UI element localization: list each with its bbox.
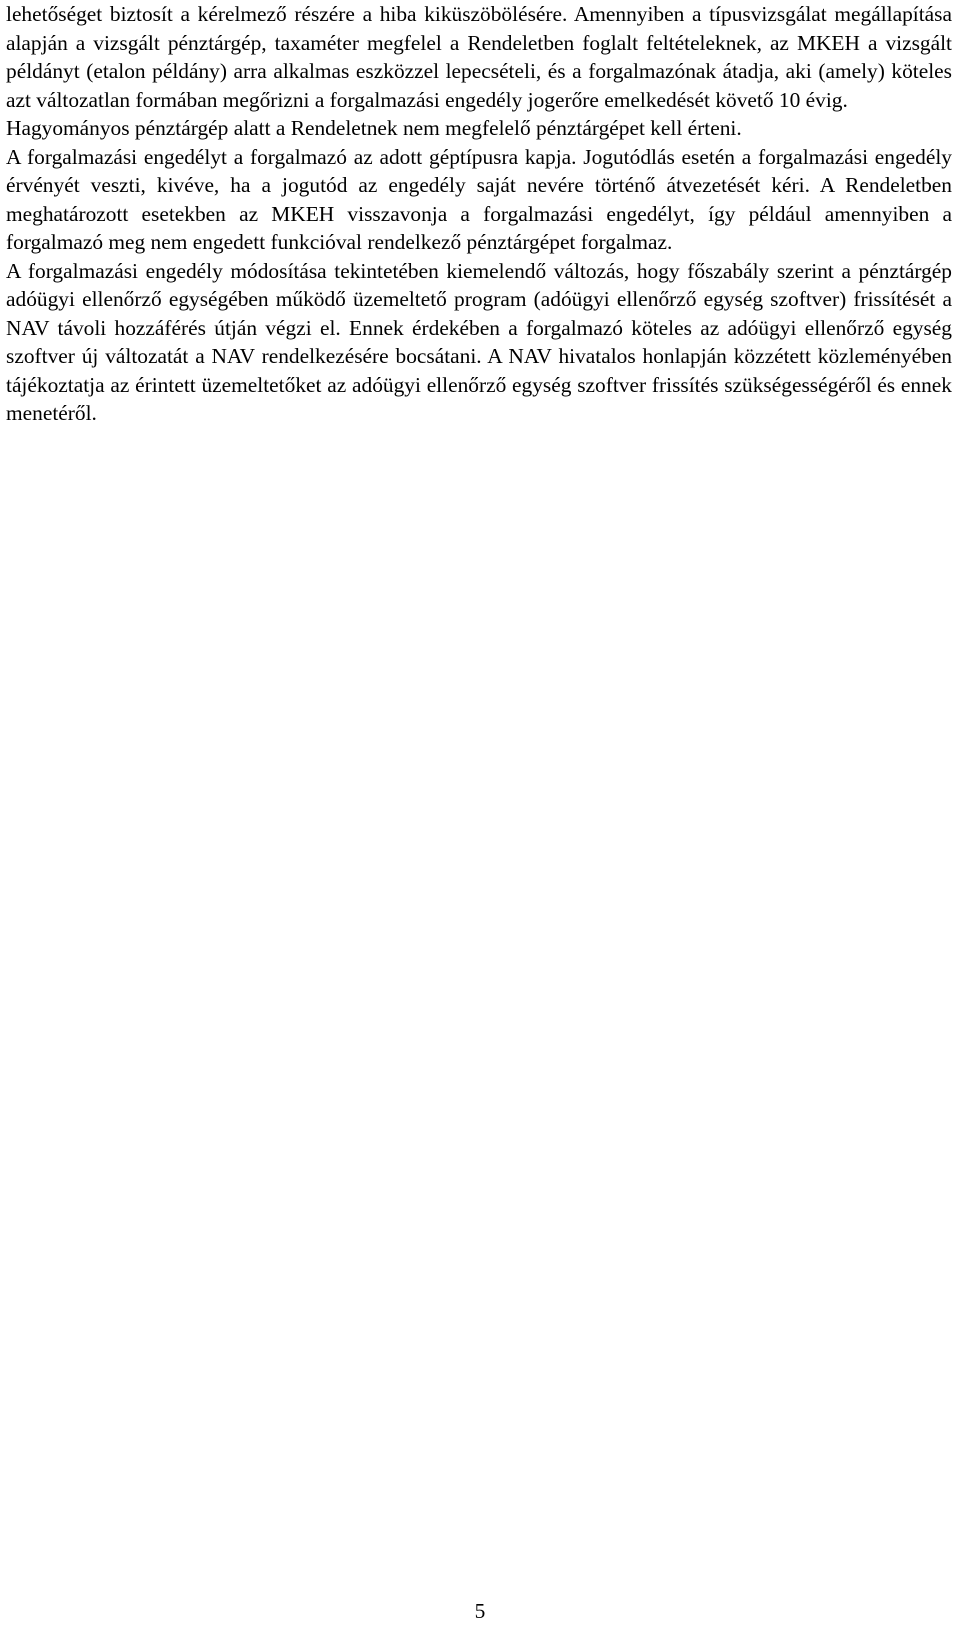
- paragraph-distribution-license: A forgalmazási engedélyt a forgalmazó az adott géptípusra kapja. Jogutódlás esetén a forgalmazási engedély érvényét veszti, kivéve, ha a jogutód az engedély saját nevére történő átvezetését kéri. A Rendeletben meghatározott esetekben az MKEH visszavonja a forgalmazási engedélyt, így például amennyiben a forgalmazó meg nem engedett funkcióval rendelkező pénztárgépet forgalmaz.: [6, 144, 952, 254]
- paragraph-traditional-cash-register: Hagyományos pénztárgép alatt a Rendeletnek nem megfelelő pénztárgépet kell érteni.: [6, 116, 742, 140]
- paragraph-license-modification: A forgalmazási engedély módosítása tekintetében kiemelendő változás, hogy főszabály szerint a pénztárgép adóügyi ellenőrző egységében működő üzemeltető program (adóügyi ellenőrző egység szoftver) frissítését a NAV távoli hozzáférés útján végzi el. Ennek érdekében a forgalmazó köteles az adóügyi ellenőrző egység szoftver új változatát a NAV rendelkezésére bocsátani. A NAV hivatalos honlapján közzétett közleményében tájékoztatja az érintett üzemeltetőket az adóügyi ellenőrző egység szoftver frissítés szükségességéről és ennek menetéről.: [6, 258, 952, 425]
- page-number: 5: [474, 1599, 486, 1623]
- paragraph-type-approval: lehetőséget biztosít a kérelmező részére a hiba kiküszöbölésére. Amennyiben a típusvizsgálat megállapítása alapján a vizsgált pénztárgép, taxaméter megfelel a Rendeletben foglalt feltételeknek, az MKEH a vizsgált példányt (etalon példány) arra alkalmas eszközzel lepecsételi, és a forgalmazónak átadja, aki (amely) köteles azt változatlan formában megőrizni a forgalmazási engedély jogerőre emelkedését követő 10 évig.: [6, 2, 952, 112]
- document-body: [6, 0, 952, 428]
